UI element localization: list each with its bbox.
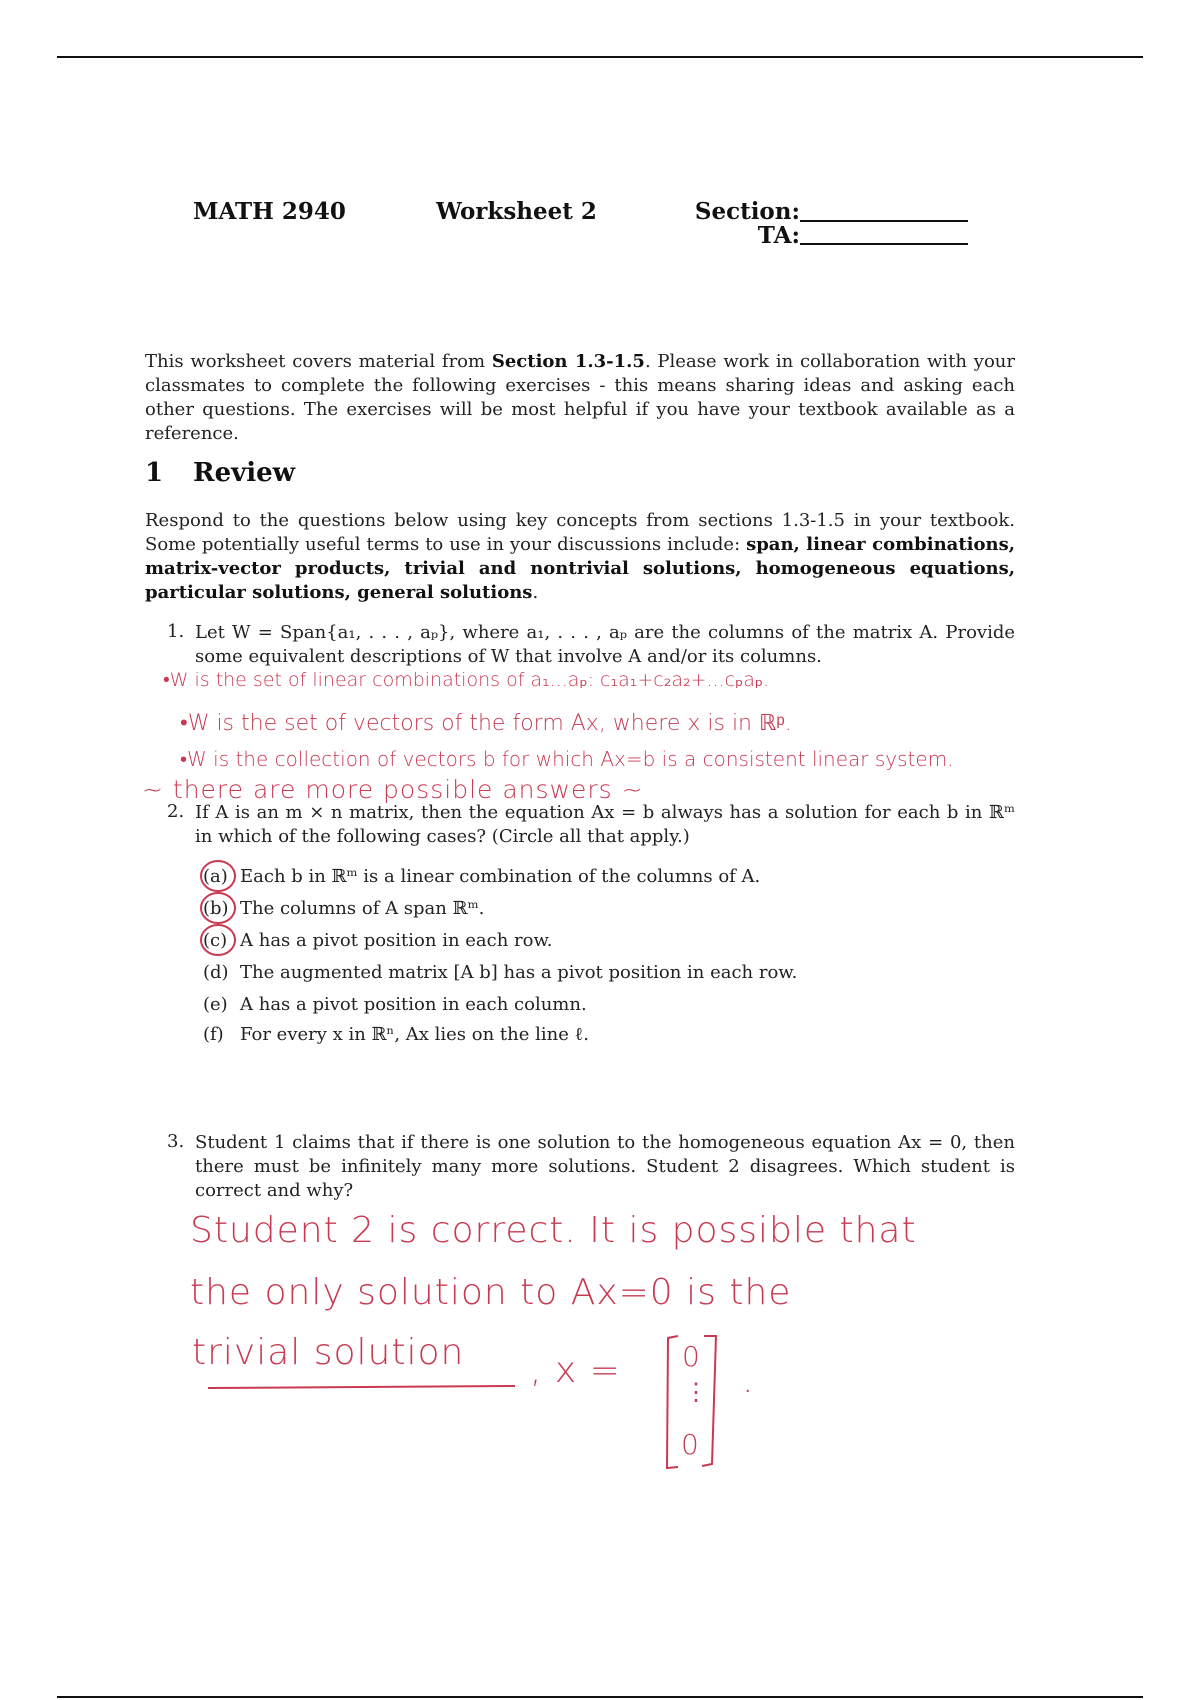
option-f[interactable]: (f) For every x in ℝⁿ, Ax lies on the line ℓ. [203,1024,589,1045]
review-paragraph: Respond to the questions below using key concepts from sections 1.3-1.5 in your textbook. Some potentially useful terms to use in your discussions include: span, linear combinations, matrix-vector products, trivial and nontrivial solutions, homogeneous equations, particular solutions, general solutions. [145,510,1015,603]
intro-paragraph: This worksheet covers material from Section 1.3-1.5. Please work in collaboration with your classmates to complete the following exercises - this means sharing ideas and asking each other questions. The exercises will be most helpful if you have your textbook available as a reference. [145,351,1015,444]
handwritten-period: . [742,1360,755,1401]
option-c[interactable]: (c) A has a pivot position in each row. [203,930,553,951]
section-title: Review [193,458,296,488]
section-blank[interactable] [800,220,968,222]
section-number: 1 [145,458,164,488]
ta-blank[interactable] [800,243,968,245]
question-3-number: 3. [167,1131,185,1152]
vector-dots: ⋮ [684,1378,708,1406]
course-title: MATH 2940 [193,198,346,225]
handwritten-answer-1d: ~ there are more possible answers ~ [142,775,644,804]
vector-left-bracket [667,1336,678,1468]
worksheet-title: Worksheet 2 [436,198,597,225]
top-rule [57,56,1143,58]
handwritten-answer-1c: •W is the collection of vectors b for which Ax=b is a consistent linear system. [180,747,954,771]
handwritten-answer-3b: the only solution to Ax=0 is the [190,1272,792,1313]
question-1-number: 1. [167,621,185,642]
handwritten-answer-3a: Student 2 is correct. It is possible that [190,1210,917,1251]
question-3-text: Student 1 claims that if there is one solution to the homogeneous equation Ax = 0, then there must be infinitely many more solutions. Student 2 disagrees. Which student is correct and why? [195,1132,1015,1201]
question-2-text: If A is an m × n matrix, then the equation Ax = b always has a solution for each b in ℝᵐ in which of the following cases? (Circle all that apply.) [195,802,1015,847]
vector-bottom-entry: 0 [681,1428,699,1461]
option-d[interactable]: (d) The augmented matrix [A b] has a pivot position in each row. [203,962,798,983]
underline-trivial-solution [208,1386,515,1388]
question-2-number: 2. [167,801,185,822]
handwritten-answer-1b: •W is the set of vectors of the form Ax, where x is in ℝᵖ. [180,711,792,736]
option-b[interactable]: (b) The columns of A span ℝᵐ. [203,898,485,919]
handwritten-answer-3c: trivial solution [192,1332,465,1373]
handwritten-answer-1a: •W is the set of linear combinations of a₁...aₚ: c₁a₁+c₂a₂+...cₚaₚ. [163,669,770,691]
option-e[interactable]: (e) A has a pivot position in each column. [203,994,587,1015]
bottom-rule [57,1696,1143,1698]
handwritten-x-equals: , x = [530,1350,621,1391]
question-1-text: Let W = Span{a₁, . . . , aₚ}, where a₁, . . . , aₚ are the columns of the matrix A. Provide some equivalent descriptions of W that involve A and/or its columns. [195,622,1015,667]
vector-top-entry: 0 [682,1340,700,1373]
option-a[interactable]: (a) Each b in ℝᵐ is a linear combination of the columns of A. [203,866,761,887]
section-label: Section: [694,198,800,225]
ta-label: TA: [757,222,800,249]
